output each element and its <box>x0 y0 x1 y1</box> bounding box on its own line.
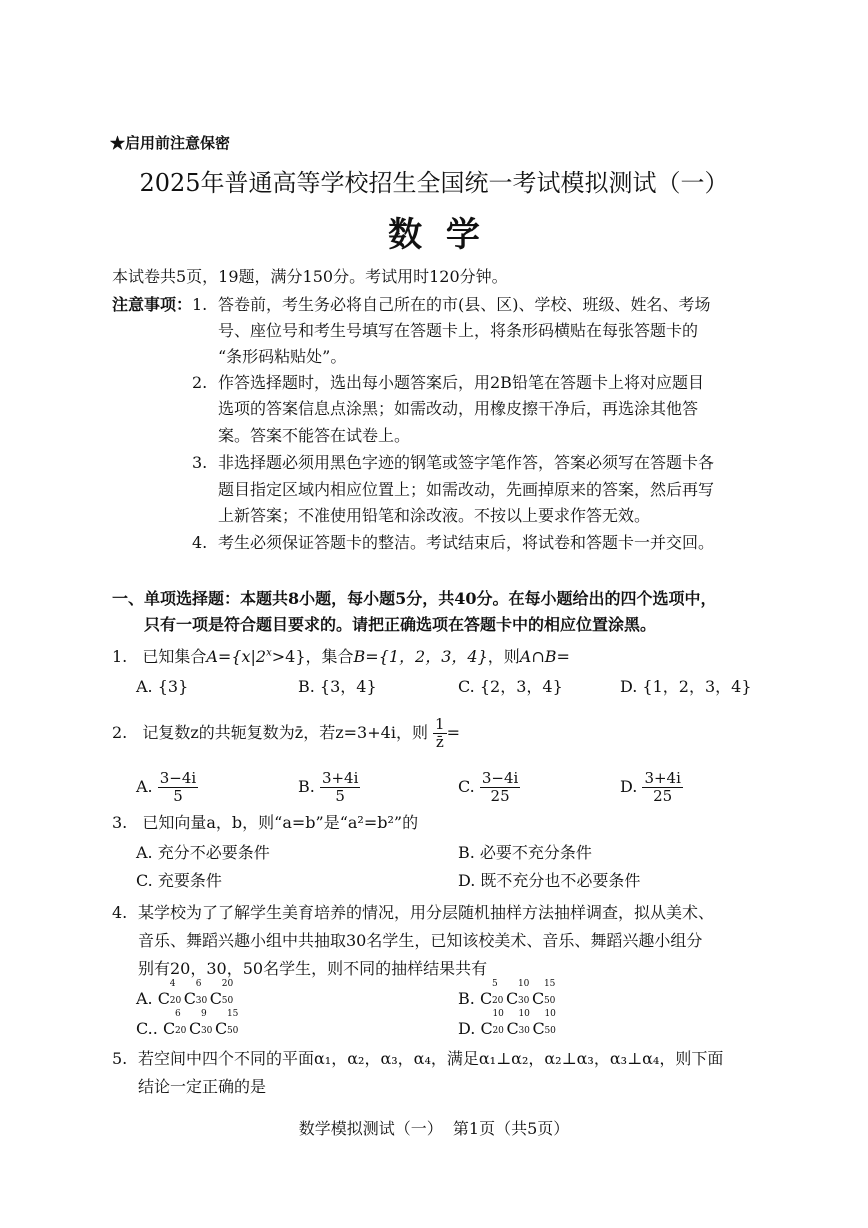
fraction-numerator: 3+4i <box>644 769 681 787</box>
option-label: C.. <box>136 1019 158 1038</box>
section-heading-cont: 只有一项是符合题目要求的。请把正确选项在答题卡中的相应位置涂黑。 <box>144 615 657 634</box>
q4-option-b <box>458 979 558 1010</box>
question-number: 1. <box>112 647 128 666</box>
fraction <box>642 770 682 805</box>
intro-text: 本试卷共5页，19题，满分150分。考试用时120分钟。 <box>112 267 508 286</box>
fraction <box>433 716 447 751</box>
option-label: A. <box>136 777 153 796</box>
fraction-denominator: 25 <box>490 787 510 805</box>
combination: C 6 30 <box>183 979 208 1008</box>
exam-title: 2025年普通高等学校招生全国统一考试模拟测试（一） <box>139 169 729 197</box>
combination: C 10 30 <box>506 1009 530 1038</box>
q3-option-d: D. 既不充分也不必要条件 <box>458 871 641 890</box>
set-a: A={x|2 <box>206 647 267 666</box>
set-b: B={1，2，3，4} <box>353 647 488 666</box>
question-stem: ，则 <box>487 647 520 666</box>
q1-option-a: A. {3} <box>136 677 189 696</box>
option-label: B. <box>298 777 315 796</box>
question-stem: 已知向量a，b，则“a=b”是“a²=b²”的 <box>142 813 419 832</box>
question-stem: ，集合 <box>305 647 354 666</box>
question-number: 4. <box>112 903 128 922</box>
q4-option-d <box>458 1009 558 1040</box>
question-number: 2. <box>112 723 128 742</box>
combination: C 5 20 <box>479 979 504 1008</box>
q1-option-c: C. {2，3，4} <box>458 677 563 696</box>
combination: C 10 30 <box>505 979 530 1008</box>
q4-option-c <box>136 1009 241 1040</box>
note-line: 作答选择题时，选出每小题答案后，用2B铅笔在答题卡上将对应题目 <box>218 373 704 392</box>
question-3 <box>112 812 418 834</box>
combination: C 6 20 <box>162 1009 187 1038</box>
combination: C 9 30 <box>188 1009 213 1038</box>
q3-option-a: A. 充分不必要条件 <box>136 843 270 862</box>
question-stem: 记复数z的共轭复数为z̄，若z=3+4i，则 <box>142 723 428 742</box>
confidential-mark: ★启用前注意保密 <box>110 134 231 152</box>
question-stem: 音乐、舞蹈兴趣小组中共抽取30名学生，已知该校美术、音乐、舞蹈兴趣小组分 <box>138 931 703 950</box>
note-line: 考生必须保证答题卡的整洁。考试结束后，将试卷和答题卡一并交回。 <box>218 533 715 552</box>
note-line: 选项的答案信息点涂黑；如需改动，用橡皮擦干净后，再选涂其他答 <box>218 399 699 418</box>
question-stem: 结论一定正确的是 <box>138 1077 267 1096</box>
option-label: D. <box>620 777 638 796</box>
q2-option-d <box>620 770 683 805</box>
fraction-numerator: 3−4i <box>481 769 519 787</box>
fraction-denominator: 5 <box>173 787 183 805</box>
combination: C 15 50 <box>214 1009 239 1038</box>
note-line: “条形码粘贴处”。 <box>218 347 347 366</box>
question-number: 3. <box>112 813 128 832</box>
question-stem: 若空间中四个不同的平面α₁，α₂，α₃，α₄，满足α₁⊥α₂，α₂⊥α₃，α₃⊥α₄，则下面 <box>138 1049 724 1068</box>
fraction <box>320 770 360 805</box>
note-line: 案。答案不能答在试卷上。 <box>218 426 411 445</box>
fraction-denominator: z̄ <box>435 733 444 751</box>
question-ask: A∩B= <box>519 647 570 666</box>
equals-sign: = <box>446 723 460 742</box>
q1-option-b: B. {3，4} <box>298 677 377 696</box>
question-number: 5. <box>112 1049 128 1068</box>
subject-title: 数 学 <box>388 215 480 255</box>
note-line: 答卷前，考生务必将自己所在的市(县、区)、学校、班级、姓名、考场 <box>218 295 711 314</box>
note-line: 非选择题必须用黑色字迹的钢笔或签字笔作答，答案必须写在答题卡各 <box>218 453 715 472</box>
q2-option-c <box>458 770 520 805</box>
combination: C 4 20 <box>157 979 182 1008</box>
note-number: 3. <box>192 453 208 472</box>
note-number: 1. <box>192 295 208 314</box>
q1-option-d: D. {1，2，3，4} <box>620 677 752 696</box>
option-label: A. <box>136 989 153 1008</box>
note-line: 上新答案；不准使用铅笔和涂改液。不按以上要求作答无效。 <box>218 506 651 525</box>
q3-option-c: C. 充要条件 <box>136 871 222 890</box>
combination: C 10 20 <box>480 1009 504 1038</box>
question-stem: 别有20，30，50名学生，则不同的抽样结果共有 <box>138 959 488 978</box>
option-label: D. <box>458 1019 476 1038</box>
fraction-denominator: 25 <box>653 787 673 805</box>
option-label: B. <box>458 989 475 1008</box>
option-label: C. <box>458 777 475 796</box>
question-stem: 某学校为了了解学生美育培养的情况，用分层随机抽样方法抽样调查，拟从美术、 <box>138 903 715 922</box>
exponent: x <box>266 647 272 659</box>
note-line: 题目指定区域内相应位置上；如需改动，先画掉原来的答案，然后再写 <box>218 480 715 499</box>
fraction-numerator: 3−4i <box>159 769 197 787</box>
page-footer: 数学模拟测试（一） 第1页（共5页） <box>298 1119 570 1138</box>
q2-option-b <box>298 770 360 805</box>
section-heading: 一、单项选择题：本题共8小题，每小题5分，共40分。在每小题给出的四个选项中， <box>112 589 717 608</box>
question-2 <box>112 716 460 751</box>
q2-option-a <box>136 770 198 805</box>
fraction-numerator: 3+4i <box>321 769 359 787</box>
combination: C 20 50 <box>209 979 234 1008</box>
fraction <box>480 770 520 805</box>
q3-option-b: B. 必要不充分条件 <box>458 843 592 862</box>
fraction-numerator: 1 <box>435 715 445 733</box>
note-number: 2. <box>192 373 208 392</box>
combination: C 15 50 <box>531 979 556 1008</box>
set-a-end: >4} <box>271 647 306 666</box>
note-line: 号、座位号和考生号填写在答题卡上，将条形码横贴在每张答题卡的 <box>218 321 699 340</box>
notes-label: 注意事项： <box>112 295 193 314</box>
fraction <box>158 770 198 805</box>
fraction-denominator: 5 <box>335 787 345 805</box>
question-stem: 已知集合 <box>142 647 207 666</box>
note-number: 4. <box>192 533 208 552</box>
combination: C 10 50 <box>532 1009 556 1038</box>
question-1 <box>112 646 570 668</box>
q4-option-a <box>136 979 236 1010</box>
